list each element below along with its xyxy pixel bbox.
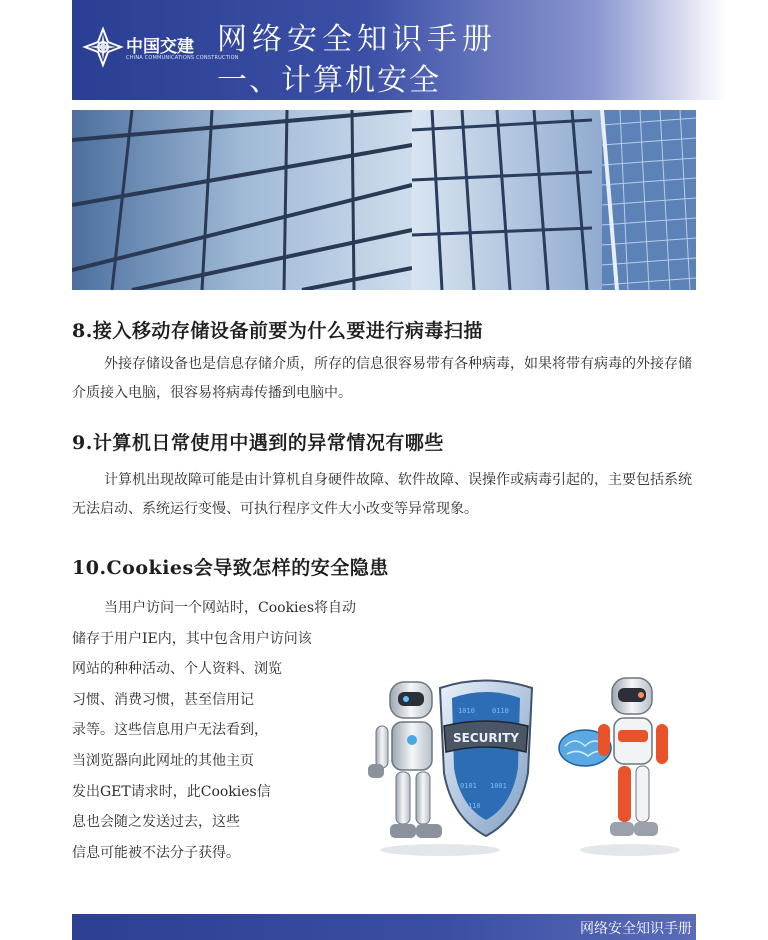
footer-text: 网络安全知识手册 xyxy=(580,921,692,937)
answer-line: 储存于用户IE内，其中包含用户访问该 xyxy=(72,630,312,647)
chapter-title: 一、计算机安全 xyxy=(217,63,441,98)
svg-text:0110: 0110 xyxy=(492,707,509,715)
question-10-answer xyxy=(72,593,382,868)
question-8-heading: 8.接入移动存储设备前要为什么要进行病毒扫描 xyxy=(72,320,483,342)
question-8-answer: 外接存储设备也是信息存储介质，所存的信息很容易带有各种病毒，如果将带有病毒的外接存储介质接入电脑，很容易将病毒传播到电脑中。 xyxy=(72,356,692,401)
answer-line: 习惯、消费习惯，甚至信用记 xyxy=(72,691,254,708)
svg-text:1001: 1001 xyxy=(490,782,507,790)
company-logo xyxy=(82,26,239,70)
footer-bar xyxy=(72,914,696,940)
answer-line: 网站的种种活动、个人资料、浏览 xyxy=(72,661,282,678)
answer-line: 发出GET请求时，此Cookies信 xyxy=(72,783,271,800)
shield-label: SECURITY xyxy=(453,731,519,745)
question-9-heading: 9.计算机日常使用中遇到的异常情况有哪些 xyxy=(72,432,444,454)
robot-left-icon xyxy=(368,682,442,838)
answer-line: 信息可能被不法分子获得。 xyxy=(72,844,240,861)
header-banner xyxy=(72,0,726,100)
logo-mark-icon xyxy=(82,26,124,68)
svg-text:0101: 0101 xyxy=(460,782,477,790)
svg-text:110: 110 xyxy=(468,802,481,810)
logo-text-en: CHINA COMMUNICATIONS CONSTRUCTION xyxy=(126,55,239,61)
answer-line: 息也会随之发送过去，这些 xyxy=(72,814,240,831)
answer-line: 当浏览器向此网址的其他主页 xyxy=(72,752,254,769)
svg-text:1010: 1010 xyxy=(458,707,475,715)
answer-line: 当用户访问一个网站时，Cookies将自动 xyxy=(104,600,356,616)
security-shield-icon xyxy=(440,681,532,837)
security-robots-illustration xyxy=(360,668,700,858)
logo-text-cn: 中国交建 xyxy=(126,37,194,57)
question-10-heading: 10.Cookies会导致怎样的安全隐患 xyxy=(72,557,389,579)
handbook-title: 网络安全知识手册 xyxy=(217,22,497,57)
hero-building-image xyxy=(72,110,696,290)
question-9-answer: 计算机出现故障可能是由计算机自身硬件故障、软件故障、误操作或病毒引起的，主要包括系统无法启动、系统运行变慢、可执行程序文件大小改变等异常现象。 xyxy=(72,472,692,517)
answer-line: 录等。这些信息用户无法看到， xyxy=(72,722,268,739)
